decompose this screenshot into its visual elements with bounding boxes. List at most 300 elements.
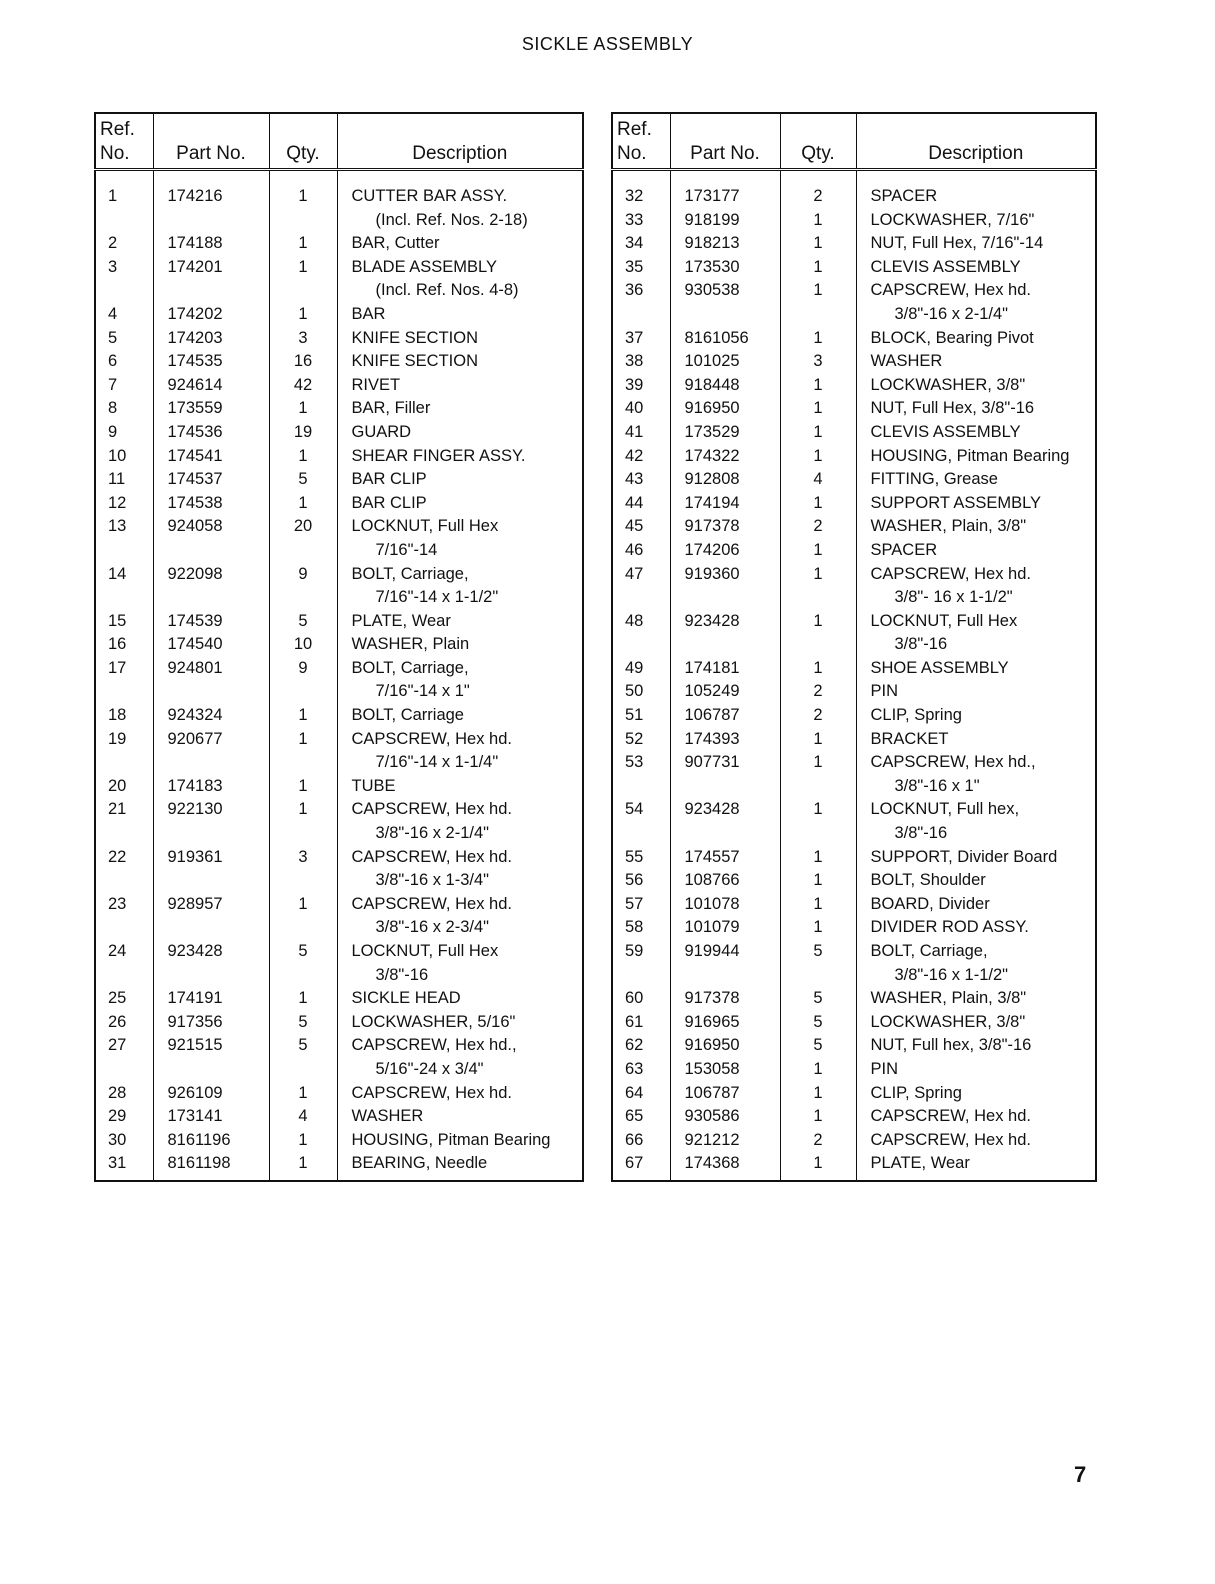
part-no-header: Part No. [153,113,269,170]
ref-no-cell: 51 [612,704,670,728]
spacer-row [95,170,583,186]
qty-cell: 1 [269,1152,337,1181]
part-no-cell: 101078 [670,893,780,917]
description-cell: BOLT, Carriage [351,706,464,725]
table-row [612,680,1096,704]
table-row [612,1011,1096,1035]
description-header: Description [337,113,583,170]
qty-cell: 5 [780,987,856,1011]
table-row [95,421,583,445]
part-no-header: Part No. [670,113,780,170]
description-cell: BOLT, Carriage, [351,564,469,583]
part-no-cell: 930538 [670,279,780,303]
part-no-cell: 105249 [670,680,780,704]
page-number: 7 [1074,1462,1087,1487]
table-row [612,657,1096,681]
description-cell: BAR CLIP [351,493,427,512]
qty-cell: 1 [780,256,856,280]
table-row [612,327,1096,351]
ref-no-cell [95,916,153,940]
qty-cell [269,279,337,303]
ref-no-cell: 38 [612,350,670,374]
part-no-cell: 106787 [670,704,780,728]
qty-cell [269,964,337,988]
ref-no-cell [95,680,153,704]
qty-cell: 1 [269,893,337,917]
part-no-cell: 930586 [670,1105,780,1129]
qty-cell: 1 [269,256,337,280]
ref-no-cell: 16 [95,633,153,657]
ref-no-cell: 30 [95,1129,153,1153]
part-no-cell: 101079 [670,916,780,940]
part-no-cell: 174188 [153,232,269,256]
description-cell: BRACKET [870,729,949,748]
table-row [612,256,1096,280]
ref-no-cell: 44 [612,492,670,516]
table-row [612,798,1096,822]
qty-cell [269,822,337,846]
ref-no-cell: 60 [612,987,670,1011]
ref-no-cell: 31 [95,1152,153,1181]
qty-cell [780,964,856,988]
table-row [95,657,583,681]
table-row [612,468,1096,492]
table-row [612,822,1096,846]
description-cell: 7/16"-14 x 1-1/4" [375,753,499,772]
description-cell: BAR CLIP [351,470,427,489]
qty-cell [269,539,337,563]
qty-cell: 1 [269,397,337,421]
ref-no-cell: 40 [612,397,670,421]
ref-no-cell: 50 [612,680,670,704]
part-no-cell: 919361 [153,846,269,870]
description-cell: CAPSCREW, Hex hd. [351,1083,512,1102]
description-cell: 3/8"-16 x 2-3/4" [375,918,490,937]
part-no-cell: 918448 [670,374,780,398]
qty-cell: 1 [780,751,856,775]
ref-no-cell: 35 [612,256,670,280]
ref-no-cell: 28 [95,1082,153,1106]
table-row [612,916,1096,940]
part-no-cell: 174537 [153,468,269,492]
table-row [612,893,1096,917]
part-no-cell: 921212 [670,1129,780,1153]
qty-cell: 1 [269,728,337,752]
table-row [612,185,1096,209]
qty-cell: 10 [269,633,337,657]
qty-cell: 1 [780,445,856,469]
qty-cell: 1 [780,1082,856,1106]
description-cell: SPACER [870,187,938,205]
qty-cell: 1 [780,492,856,516]
table-row [612,539,1096,563]
ref-no-cell: 59 [612,940,670,964]
description-cell: LOCKWASHER, 3/8" [870,375,1026,394]
description-cell: CAPSCREW, Hex hd. [870,564,1031,583]
qty-cell: 19 [269,421,337,445]
ref-no-cell [95,964,153,988]
part-no-cell: 924058 [153,515,269,539]
description-cell: BAR, Cutter [351,234,440,253]
description-cell: CAPSCREW, Hex hd. [870,1107,1031,1126]
description-cell: 3/8"-16 x 2-1/4" [894,304,1009,323]
part-no-cell: 917378 [670,987,780,1011]
qty-cell: 1 [780,728,856,752]
table-row [95,987,583,1011]
qty-cell [269,916,337,940]
ref-no-cell: 57 [612,893,670,917]
qty-cell: 1 [269,1129,337,1153]
description-cell: CLEVIS ASSEMBLY [870,257,1021,276]
description-cell: WASHER, Plain, 3/8" [870,517,1027,536]
table-row [95,869,583,893]
qty-cell: 1 [780,563,856,587]
description-cell: NUT, Full Hex, 3/8"-16 [870,399,1035,418]
qty-cell: 3 [780,350,856,374]
qty-cell: 1 [780,798,856,822]
table-row [612,303,1096,327]
part-no-cell: 920677 [153,728,269,752]
part-no-cell: 174181 [670,657,780,681]
table-row [95,256,583,280]
qty-cell: 1 [269,445,337,469]
qty-cell: 4 [269,1105,337,1129]
table-row [612,232,1096,256]
table-row [95,1105,583,1129]
table-row [612,1082,1096,1106]
ref-no-cell: 54 [612,798,670,822]
description-cell: CLIP, Spring [870,706,962,725]
qty-cell: 1 [269,987,337,1011]
qty-cell [780,303,856,327]
qty-cell: 1 [269,798,337,822]
qty-cell: 5 [780,940,856,964]
part-no-cell: 174557 [670,846,780,870]
description-cell: BOLT, Carriage, [351,658,469,677]
table-row [612,775,1096,799]
ref-no-cell: 21 [95,798,153,822]
table-header-row [612,113,1096,170]
table-row [95,586,583,610]
table-row [612,515,1096,539]
ref-no-cell: 19 [95,728,153,752]
part-no-cell: 173530 [670,256,780,280]
description-cell: DIVIDER ROD ASSY. [870,918,1029,937]
qty-cell: 1 [269,185,337,209]
part-no-cell: 173177 [670,185,780,209]
part-no-cell [670,822,780,846]
ref-no-cell: 43 [612,468,670,492]
part-no-cell: 928957 [153,893,269,917]
ref-no-cell: 2 [95,232,153,256]
ref-no-cell: 45 [612,515,670,539]
ref-no-cell [95,279,153,303]
part-no-cell: 174535 [153,350,269,374]
part-no-cell: 174206 [670,539,780,563]
qty-cell: 5 [269,610,337,634]
table-row [95,468,583,492]
table-row [612,209,1096,233]
part-no-cell [670,775,780,799]
ref-no-cell: 39 [612,374,670,398]
part-no-cell: 174203 [153,327,269,351]
part-no-cell: 917378 [670,515,780,539]
qty-cell: 1 [780,869,856,893]
ref-no-cell: 18 [95,704,153,728]
ref-no-cell [95,539,153,563]
table-row [95,445,583,469]
ref-no-header: Ref. No. [95,113,153,170]
qty-header: Qty. [269,113,337,170]
part-no-cell: 174201 [153,256,269,280]
part-no-cell: 921515 [153,1034,269,1058]
description-cell: WASHER, Plain [351,635,470,654]
description-cell: FITTING, Grease [870,470,998,489]
qty-cell: 1 [780,232,856,256]
qty-cell: 2 [780,680,856,704]
description-cell: GUARD [351,422,412,441]
ref-no-cell: 20 [95,775,153,799]
spacer-row [612,170,1096,186]
ref-no-cell [95,751,153,775]
qty-cell: 42 [269,374,337,398]
ref-no-cell: 10 [95,445,153,469]
table-row [612,704,1096,728]
qty-cell: 20 [269,515,337,539]
description-cell: BEARING, Needle [351,1154,488,1173]
table-row [95,893,583,917]
table-row [612,279,1096,303]
table-row [95,209,583,233]
table-row [612,846,1096,870]
table-row [95,775,583,799]
qty-cell: 2 [780,704,856,728]
description-cell: LOCKNUT, Full Hex [351,942,499,960]
page-title: SICKLE ASSEMBLY [521,34,694,54]
part-no-cell [153,209,269,233]
description-cell: BAR [351,304,386,323]
description-cell: LOCKNUT, Full Hex [870,611,1018,630]
table-row [95,798,583,822]
table-row [95,728,583,752]
description-cell: LOCKWASHER, 3/8" [870,1012,1026,1031]
description-cell: 3/8"-16 [894,824,948,843]
description-cell: 7/16"-14 [375,540,438,559]
part-no-cell: 923428 [153,940,269,964]
part-no-cell: 922130 [153,798,269,822]
part-no-cell [153,869,269,893]
ref-no-cell: 17 [95,657,153,681]
description-cell: CAPSCREW, Hex hd. [870,281,1031,300]
qty-cell: 1 [269,775,337,799]
part-no-cell: 926109 [153,1082,269,1106]
ref-no-cell [612,633,670,657]
qty-cell: 1 [780,846,856,870]
table-row [95,563,583,587]
ref-no-cell: 53 [612,751,670,775]
table-row [612,445,1096,469]
ref-no-cell: 48 [612,610,670,634]
description-cell: CAPSCREW, Hex hd. [351,800,512,819]
description-cell: BOLT, Shoulder [870,871,986,890]
description-cell: PLATE, Wear [870,1154,970,1173]
ref-no-cell [612,775,670,799]
part-no-cell: 917356 [153,1011,269,1035]
table-row [612,563,1096,587]
table-row [612,869,1096,893]
part-no-cell: 8161056 [670,327,780,351]
table-row [95,397,583,421]
ref-no-cell [95,869,153,893]
ref-no-cell: 63 [612,1058,670,1082]
ref-no-cell: 6 [95,350,153,374]
part-no-cell: 106787 [670,1082,780,1106]
table-row [95,1129,583,1153]
qty-cell [269,209,337,233]
qty-cell: 1 [780,421,856,445]
table-row [95,327,583,351]
qty-cell [269,586,337,610]
description-cell: 3/8"-16 x 2-1/4" [375,824,490,843]
table-row [95,916,583,940]
description-cell: LOCKNUT, Full Hex [351,517,499,536]
description-cell: CAPSCREW, Hex hd. [351,847,512,866]
description-cell: 3/8"-16 x 1-3/4" [375,871,490,890]
qty-cell: 9 [269,657,337,681]
part-no-cell: 174322 [670,445,780,469]
qty-cell: 2 [780,1129,856,1153]
description-cell: 7/16"-14 x 1" [375,682,470,701]
ref-no-cell: 55 [612,846,670,870]
description-cell: CAPSCREW, Hex hd. [870,1130,1031,1149]
part-no-cell: 108766 [670,869,780,893]
part-no-cell: 919944 [670,940,780,964]
table-row [95,1082,583,1106]
qty-cell [780,633,856,657]
qty-cell: 1 [780,1105,856,1129]
ref-no-cell: 8 [95,397,153,421]
qty-cell: 5 [780,1011,856,1035]
ref-no-cell [95,209,153,233]
qty-cell: 1 [780,397,856,421]
description-cell: SUPPORT ASSEMBLY [870,493,1042,512]
qty-cell: 5 [269,468,337,492]
description-cell: HOUSING, Pitman Bearing [351,1130,551,1149]
description-cell: (Incl. Ref. Nos. 4-8) [375,281,519,300]
table-row [612,586,1096,610]
qty-cell: 16 [269,350,337,374]
ref-no-cell [95,822,153,846]
ref-no-cell [612,964,670,988]
table-row [612,1129,1096,1153]
qty-cell: 1 [780,374,856,398]
ref-no-cell: 42 [612,445,670,469]
part-no-cell: 174191 [153,987,269,1011]
table-row [95,539,583,563]
description-cell: BOARD, Divider [870,894,990,913]
part-no-cell [153,279,269,303]
qty-cell [269,1058,337,1082]
description-cell: 3/8"-16 [894,635,948,654]
table-row [612,751,1096,775]
table-row [612,1152,1096,1181]
ref-no-cell: 56 [612,869,670,893]
qty-cell: 1 [780,657,856,681]
qty-cell: 1 [780,279,856,303]
qty-cell: 1 [780,539,856,563]
description-cell: CUTTER BAR ASSY. [351,187,508,205]
ref-no-cell: 37 [612,327,670,351]
ref-no-cell: 33 [612,209,670,233]
table-row [95,610,583,634]
table-row [612,940,1096,964]
ref-no-cell: 24 [95,940,153,964]
qty-cell [269,751,337,775]
description-header: Description [856,113,1096,170]
table-row [95,940,583,964]
table-row [612,397,1096,421]
table-row [95,492,583,516]
part-no-cell: 918199 [670,209,780,233]
part-no-cell: 8161198 [153,1152,269,1181]
part-no-cell: 174216 [153,185,269,209]
parts-table-left [94,112,584,1182]
part-no-cell [153,680,269,704]
part-no-cell: 174536 [153,421,269,445]
qty-cell [780,822,856,846]
part-no-cell [670,964,780,988]
ref-no-cell: 26 [95,1011,153,1035]
ref-no-cell [95,1058,153,1082]
table-row [612,374,1096,398]
part-no-cell [153,916,269,940]
table-row [95,1034,583,1058]
part-no-cell: 907731 [670,751,780,775]
description-cell: WASHER [870,352,943,371]
part-no-cell: 174183 [153,775,269,799]
table-row [95,350,583,374]
table-row [612,1105,1096,1129]
ref-no-cell: 22 [95,846,153,870]
qty-cell: 1 [780,209,856,233]
table-row [95,751,583,775]
description-cell: CLEVIS ASSEMBLY [870,422,1021,441]
qty-cell: 1 [780,1152,856,1181]
qty-cell: 1 [780,916,856,940]
ref-no-cell: 7 [95,374,153,398]
description-cell: RIVET [351,375,401,394]
ref-no-cell: 1 [95,185,153,209]
description-cell: PIN [870,1059,899,1078]
description-cell: 3/8"-16 x 1-1/2" [894,965,1009,984]
part-no-cell: 174393 [670,728,780,752]
part-no-cell [670,633,780,657]
description-cell: (Incl. Ref. Nos. 2-18) [375,210,528,229]
qty-cell: 1 [780,327,856,351]
qty-cell: 1 [780,893,856,917]
qty-cell: 1 [269,492,337,516]
table-row [612,492,1096,516]
table-row [95,680,583,704]
qty-cell [269,680,337,704]
ref-no-cell: 15 [95,610,153,634]
ref-no-cell [95,586,153,610]
qty-cell: 4 [780,468,856,492]
description-cell: 3/8"-16 x 1" [894,776,980,795]
part-no-cell: 922098 [153,563,269,587]
table-header-row [95,113,583,170]
table-row [95,633,583,657]
